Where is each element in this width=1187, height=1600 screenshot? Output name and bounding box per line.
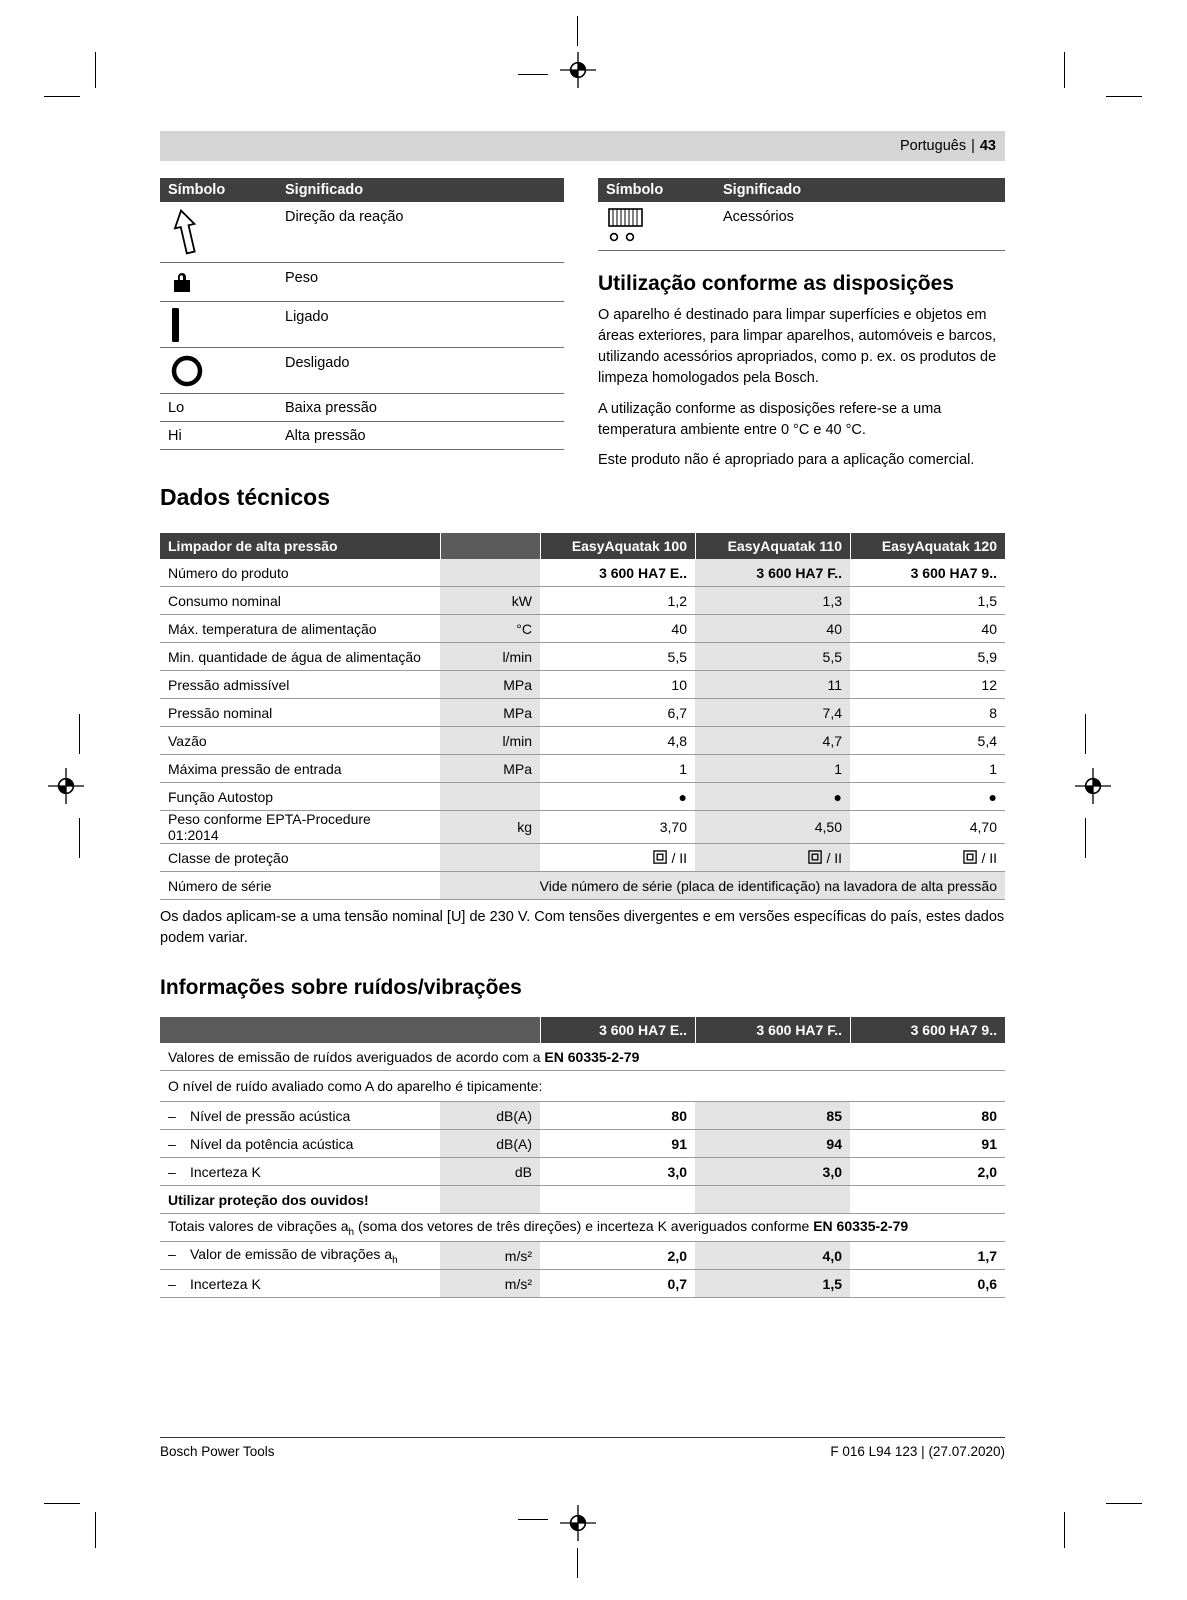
crop-mark-left-lower-v [79, 818, 80, 858]
low-pressure-symbol: Lo [168, 399, 185, 416]
row-unit [440, 1186, 540, 1213]
table-row [160, 302, 564, 348]
row-value: 4,70 [969, 819, 997, 835]
crop-mark-bottom-left-v [95, 1512, 96, 1548]
row-unit [440, 559, 540, 586]
row-value: 1 [695, 755, 850, 782]
symbol-meaning-label: Baixa pressão [285, 399, 377, 416]
symbol-table-right-header [598, 178, 1005, 202]
noise-intro-row: Valores de emissão de ruídos averiguados de acordo com a EN 60335-2-79 [160, 1043, 1005, 1071]
row-unit: l/min [440, 643, 540, 670]
row-label: Máx. temperatura de alimentação [168, 620, 377, 637]
row-value: 40 [981, 620, 997, 637]
column-header [160, 1017, 540, 1043]
row-value: / II [540, 844, 695, 871]
row-value: 3,70 [659, 819, 687, 835]
row-value: 10 [671, 676, 687, 693]
symbol-table-right [598, 178, 1005, 251]
row-label: Número do produto [168, 564, 289, 581]
row-unit: °C [440, 615, 540, 642]
column-header: EasyAquatak 120 [850, 533, 1005, 559]
row-label: Função Autostop [168, 788, 274, 805]
table-row [160, 811, 1005, 844]
row-value: 4,7 [695, 727, 850, 754]
column-header: EasyAquatak 100 [540, 533, 695, 559]
tech-table-header [160, 533, 1005, 559]
crop-mark-right-upper-v [1085, 714, 1086, 754]
row-unit: dB [440, 1158, 540, 1185]
row-value: 6,7 [667, 704, 687, 721]
row-label: Consumo nominal [168, 592, 281, 609]
registration-mark-left-icon [48, 768, 84, 804]
page-language-label: Português [899, 138, 967, 154]
row-value: 5,9 [977, 648, 997, 665]
page-footer [160, 1437, 1005, 1459]
row-unit [440, 844, 540, 871]
table-row [160, 1242, 1005, 1270]
row-value: 11 [695, 671, 850, 698]
table-row [160, 615, 1005, 643]
crop-mark-bottom-center-h [518, 1519, 548, 1520]
registration-mark-top-icon [560, 52, 596, 88]
table-row [160, 1102, 1005, 1130]
standard-reference: EN 60335-2-79 [813, 1217, 909, 1234]
row-label: – Valor de emissão de vibrações $a_h$ [168, 1245, 398, 1266]
crop-mark-top-right-h [1106, 96, 1142, 97]
row-value [540, 1186, 695, 1213]
row-value: 40 [695, 615, 850, 642]
row-value: 4,0 [695, 1242, 850, 1269]
symbol-table-left-header [160, 178, 564, 202]
footer-left: Bosch Power Tools [160, 1444, 275, 1459]
row-value: 3 600 HA7 9.. [910, 564, 997, 581]
crop-mark-right-lower-v [1085, 818, 1086, 858]
column-header: EasyAquatak 110 [695, 533, 850, 559]
page-number: 43 [979, 138, 996, 154]
table-row [160, 348, 564, 394]
row-label: Pressão nominal [168, 704, 273, 721]
row-value: 3,0 [695, 1158, 850, 1185]
table-row [160, 844, 1005, 872]
row-value: 1,7 [977, 1247, 997, 1264]
table-row [160, 671, 1005, 699]
meaning-column-header: Significado [723, 182, 802, 198]
crop-mark-left-upper-v [79, 714, 80, 754]
tech-table [160, 533, 1005, 900]
page-header-bar [160, 131, 1005, 161]
row-unit: MPa [440, 755, 540, 782]
symbol-table-left [160, 178, 564, 450]
row-value: 1 [679, 760, 687, 777]
table-row [160, 394, 564, 422]
table-row [160, 263, 564, 302]
row-value: 4,50 [695, 811, 850, 843]
crop-mark-top-center-v [577, 16, 578, 46]
weight-icon [160, 263, 285, 301]
noise-level-row: O nível de ruído avaliado como A do aparelho é tipicamente: [160, 1071, 1005, 1102]
hearing-protection-row [160, 1186, 1005, 1214]
row-value: 40 [671, 620, 687, 637]
registration-mark-bottom-icon [560, 1505, 596, 1541]
row-value: 12 [981, 676, 997, 693]
column-header: 3 600 HA7 E.. [540, 1017, 695, 1043]
row-value: 94 [695, 1130, 850, 1157]
table-row [160, 1270, 1005, 1298]
table-row [160, 872, 1005, 900]
row-value: 3 600 HA7 E.. [599, 564, 687, 581]
tech-note: Os dados aplicam-se a uma tensão nominal [U] de 230 V. Com tensões divergentes e em versões específicas do país, estes dados podem variar. [160, 909, 1005, 947]
crop-mark-top-center-h [518, 74, 548, 75]
row-value: 2,0 [667, 1247, 687, 1264]
symbol-meaning-label: Alta pressão [285, 427, 366, 444]
row-value: 5,4 [977, 732, 997, 749]
row-value: 91 [671, 1135, 687, 1152]
row-value: / II [850, 844, 1005, 871]
footer-right: F 016 L94 123 | (27.07.2020) [830, 1444, 1005, 1459]
symbol-meaning-label: Desligado [285, 355, 350, 371]
row-value: 5,5 [667, 648, 687, 665]
table-row [160, 1130, 1005, 1158]
row-value: 4,8 [667, 732, 687, 749]
intended-use-section [598, 272, 1005, 471]
row-value: 5,5 [695, 643, 850, 670]
autostop-dot: ● [678, 788, 687, 805]
protection-class-ii-icon [653, 850, 668, 865]
row-value: / II [695, 844, 850, 871]
protection-class-ii-icon [963, 850, 978, 865]
row-unit: m/s² [440, 1270, 540, 1297]
row-unit: kW [440, 587, 540, 614]
row-label: Peso conforme EPTA-Procedure 01:2014 [168, 811, 371, 843]
table-row [598, 202, 1005, 251]
row-value: 3,0 [667, 1163, 687, 1180]
table-row [160, 422, 564, 450]
row-unit: dB(A) [440, 1130, 540, 1157]
crop-mark-top-left-v [95, 52, 96, 88]
row-unit: kg [440, 811, 540, 843]
column-header: 3 600 HA7 F.. [695, 1017, 850, 1043]
reaction-direction-arrow-icon [160, 202, 285, 262]
symbol-meaning-label: Direção da reação [285, 209, 404, 225]
row-value: 80 [981, 1107, 997, 1124]
crop-mark-bottom-right-v [1064, 1512, 1065, 1548]
row-unit [440, 783, 540, 810]
table-row [160, 755, 1005, 783]
tech-section-title: Dados técnicos [160, 484, 330, 510]
row-unit: m/s² [440, 1242, 540, 1269]
row-value: 1,3 [695, 587, 850, 614]
row-label: Classe de proteção [168, 849, 289, 866]
row-label: Vazão [168, 732, 207, 749]
row-value: 1,5 [695, 1270, 850, 1297]
page-header-divider: | [971, 138, 975, 154]
row-value: 1 [989, 760, 997, 777]
intended-use-title: Utilização conforme as disposições [598, 272, 954, 295]
row-value: 3 600 HA7 F.. [695, 559, 850, 586]
power-off-icon [160, 348, 285, 393]
row-label: – Incerteza K [168, 1275, 261, 1292]
symbol-meaning-label: Ligado [285, 309, 329, 325]
crop-mark-bottom-left-h [44, 1503, 80, 1504]
crop-mark-top-right-v [1064, 52, 1065, 88]
row-label: – Incerteza K [168, 1163, 261, 1180]
crop-mark-bottom-center-v [577, 1548, 578, 1578]
table-row [160, 643, 1005, 671]
standard-reference: EN 60335-2-79 [544, 1048, 640, 1065]
accessories-icon [598, 202, 723, 250]
row-unit: MPa [440, 671, 540, 698]
noise-table [160, 1017, 1005, 1298]
symbol-column-header: Símbolo [606, 182, 664, 198]
table-row [160, 727, 1005, 755]
row-label: Min. quantidade de água de alimentação [168, 648, 421, 665]
row-value: 1,5 [977, 592, 997, 609]
row-value: 91 [981, 1135, 997, 1152]
table-row [160, 559, 1005, 587]
high-pressure-symbol: Hi [168, 427, 182, 444]
meaning-column-header: Significado [285, 182, 364, 198]
row-value: 0,7 [667, 1275, 687, 1292]
symbol-column-header: Símbolo [168, 182, 226, 198]
table-row [160, 699, 1005, 727]
table-row [160, 202, 564, 263]
noise-table-header [160, 1017, 1005, 1043]
row-value: 2,0 [977, 1163, 997, 1180]
table-row [160, 587, 1005, 615]
row-label: Máxima pressão de entrada [168, 760, 342, 777]
power-on-icon [160, 302, 285, 347]
autostop-dot: ● [695, 783, 850, 810]
intended-use-paragraph: Este produto não é apropriado para a aplicação comercial. [598, 451, 975, 468]
row-label: – Nível de pressão acústica [168, 1107, 351, 1124]
row-value: 85 [695, 1102, 850, 1129]
column-header [440, 533, 540, 559]
row-value [850, 1186, 1005, 1213]
row-value: 1,2 [667, 592, 687, 609]
table-row [160, 783, 1005, 811]
table-row [160, 1158, 1005, 1186]
row-value: 8 [989, 704, 997, 721]
column-header: 3 600 HA7 9.. [850, 1017, 1005, 1043]
row-label: Número de série [168, 877, 272, 894]
protection-class-ii-icon [808, 850, 823, 865]
row-label: Utilizar proteção dos ouvidos! [168, 1191, 369, 1208]
row-unit: MPa [440, 699, 540, 726]
technical-data-section [160, 484, 1005, 1298]
intended-use-paragraph: O aparelho é destinado para limpar superfícies e objetos em áreas exteriores, para limpar aparelhos, automóveis e barcos, utilizando acessórios apropriados, como p. ex. os produtos de limpeza homologados pela Bosch. [598, 307, 997, 387]
row-unit: l/min [440, 727, 540, 754]
column-header: Limpador de alta pressão [160, 533, 440, 559]
crop-mark-bottom-right-h [1106, 1503, 1142, 1504]
intended-use-paragraph: A utilização conforme as disposições refere-se a uma temperatura ambiente entre 0 °C e 40 °C. [598, 400, 942, 438]
symbol-meaning-label: Peso [285, 270, 319, 286]
noise-section-title: Informações sobre ruídos/vibrações [160, 976, 522, 1000]
registration-mark-right-icon [1075, 768, 1111, 804]
row-value: 80 [671, 1107, 687, 1124]
row-label: – Nível da potência acústica [168, 1135, 354, 1152]
row-unit: dB(A) [440, 1102, 540, 1129]
row-value [695, 1186, 850, 1213]
row-value: 0,6 [977, 1275, 997, 1292]
serial-note: Vide número de série (placa de identificação) na lavadora de alta pressão [440, 872, 1005, 899]
row-value: 7,4 [695, 699, 850, 726]
symbol-meaning-label: Acessórios [723, 209, 794, 225]
autostop-dot: ● [988, 788, 997, 805]
crop-mark-top-left-h [44, 96, 80, 97]
vibration-intro-row: Totais valores de vibrações $a_h$ (soma dos vetores de três direções) e incerteza K averiguados conforme EN 60335-2-79 [160, 1214, 1005, 1242]
row-label: Pressão admissível [168, 676, 290, 693]
